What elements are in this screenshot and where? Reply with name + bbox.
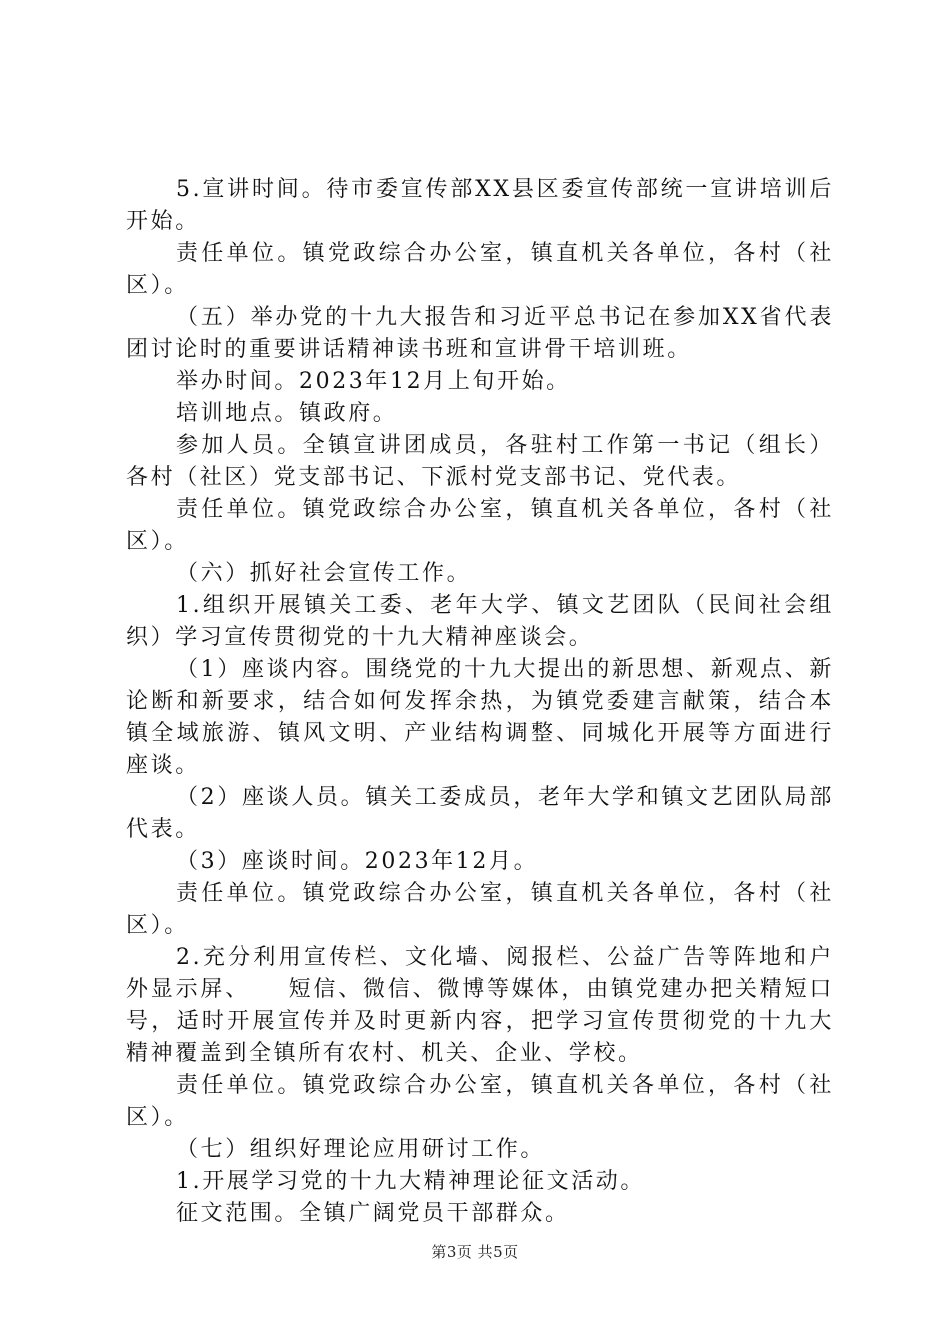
paragraph-responsible-unit: 责任单位。镇党政综合办公室，镇直机关各单位，各村（社区）。	[126, 881, 834, 938]
paragraph-section-seven-heading: （七）组织好理论应用研讨工作。	[176, 1137, 546, 1162]
paragraph-hold-time: 举办时间。2023年12月上旬开始。	[176, 369, 571, 394]
document-body	[126, 174, 834, 1230]
paragraph-symposium-content: （1）座谈内容。围绕党的十九大提出的新思想、新观点、新论断和新要求，结合如何发挥余热，为镇党委建言献策，结合本镇全域旅游、镇风文明、产业结构调整、同城化开展等方面进行座谈。	[126, 657, 834, 778]
paragraph-essay-activity: 1.开展学习党的十九大精神理论征文活动。	[176, 1169, 645, 1194]
paragraph-responsible-unit: 责任单位。镇党政综合办公室，镇直机关各单位，各村（社区）。	[126, 1073, 834, 1130]
paragraph-speech-time: 5.宣讲时间。待市委宣传部XX县区委宣传部统一宣讲培训后开始。	[126, 177, 834, 234]
paragraph-symposium-members: （2）座谈人员。镇关工委成员，老年大学和镇文艺团队局部代表。	[126, 785, 834, 842]
paragraph-responsible-unit: 责任单位。镇党政综合办公室，镇直机关各单位，各村（社区）。	[126, 497, 834, 554]
paragraph-participants: 参加人员。全镇宣讲团成员，各驻村工作第一书记（组长）各村（社区）党支部书记、下派村党支部书记、党代表。	[126, 433, 834, 490]
page-number-footer: 第3页 共5页	[431, 1243, 519, 1261]
paragraph-responsible-unit: 责任单位。镇党政综合办公室，镇直机关各单位，各村（社区）。	[126, 241, 834, 298]
paragraph-publicity-media: 2.充分利用宣传栏、文化墙、阅报栏、公益广告等阵地和户外显示屏、 短信、微信、微博等媒体，由镇党建办把关精短口号，适时开展宣传并及时更新内容，把学习宣传贯彻党的十九大精神覆盖到全镇所有农村、机关、企业、学校。	[126, 945, 834, 1066]
paragraph-essay-scope: 征文范围。全镇广阔党员干部群众。	[176, 1201, 570, 1226]
paragraph-training-location: 培训地点。镇政府。	[176, 401, 398, 426]
paragraph-section-six-heading: （六）抓好社会宣传工作。	[176, 561, 472, 586]
paragraph-symposium-time: （3）座谈时间。2023年12月。	[176, 849, 539, 874]
paragraph-section-five-heading: （五）举办党的十九大报告和习近平总书记在参加XX省代表团讨论时的重要讲话精神读书班和宣讲骨干培训班。	[126, 305, 834, 362]
paragraph-symposium-organize: 1.组织开展镇关工委、老年大学、镇文艺团队（民间社会组织）学习宣传贯彻党的十九大精神座谈会。	[126, 593, 834, 650]
